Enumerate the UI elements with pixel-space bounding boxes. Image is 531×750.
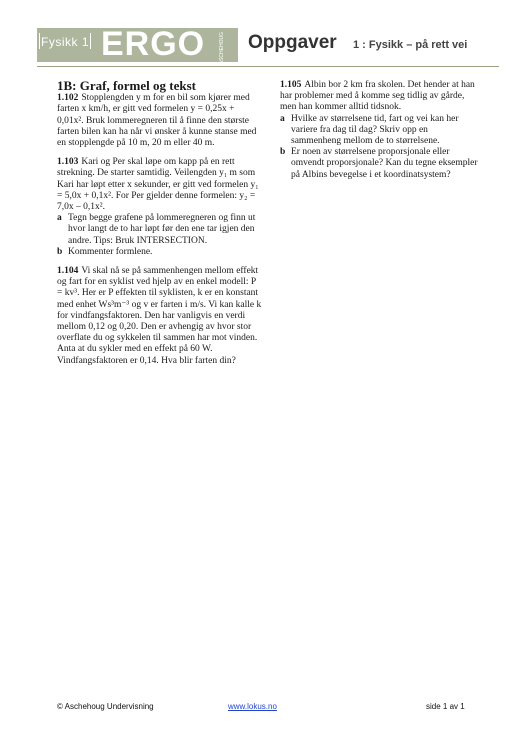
- task-number: 1.104: [57, 266, 79, 277]
- task-number: 1.105: [280, 80, 302, 90]
- task-number: 1.102: [57, 93, 79, 104]
- subtask-label: a: [57, 213, 62, 224]
- brand-name: ERGO: [101, 25, 206, 63]
- task-1-103: [57, 157, 262, 258]
- task-text: Albin bor 2 km fra skolen. Det hender at han har problemer med å komme seg tidlig av gårde, men han kommer alltid tidsnok.: [280, 80, 475, 113]
- subtask-b: [57, 247, 262, 258]
- task-number: 1.103: [57, 157, 79, 168]
- subtask-text: Hvilke av størrelsene tid, fart og vei kan her variere fra dag til dag? Skriv opp en sammenheng mellom de to størrelsene.: [291, 113, 459, 147]
- task-1-102: [57, 93, 262, 149]
- subtask-label: a: [280, 113, 285, 124]
- subtask-b: [280, 147, 480, 181]
- right-column: [280, 80, 480, 189]
- task-text: Vi skal nå se på sammenhengen mellom effekt og fart for en syklist ved hjelp av en enkel modell: P = kv³. Her er P effekten til syklisten, k er en konstant med enhet Ws³m⁻³ og v er farten i m/s. Vi kan kalle k for vindfangsfaktoren. Den har vanligvis en verdi mellom 0,12 og 0,20. Den er avhengig av hvor stor overflate du og sykkelen til sammen har mot vinden. Anta at du sykler med en effekt på 60 W. Vindfangsfaktoren er 0,14. Hva blir farten din?: [57, 266, 262, 366]
- subtask-a: [57, 213, 262, 247]
- section-title: 1B: Graf, formel og tekst: [57, 78, 196, 93]
- footer-page-number: side 1 av 1: [426, 702, 465, 711]
- subtask-a: [280, 114, 480, 148]
- footer-copyright: © Aschehoug Undervisning: [57, 702, 154, 711]
- subtask-label: b: [280, 147, 286, 158]
- chapter-subtitle: 1 : Fysikk – på rett vei: [353, 39, 468, 51]
- task-1-105: [280, 80, 480, 181]
- subtask-text: Kommenter formlene.: [68, 246, 153, 257]
- footer-link[interactable]: www.lokus.no: [228, 702, 277, 711]
- left-column: [57, 80, 262, 375]
- task-text: Stopplengden y m for en bil som kjører med farten x km/h, er gitt ved formelen y = 0,25x + 0,01x². Bruk lommeregneren til å finne den største farten bilen kan ha når vi ønsker å kunne stanse med en stopplengde på 10 m, 20 m eller 40 m.: [57, 93, 257, 149]
- page-title: Oppgaver: [248, 32, 337, 53]
- page-header: [37, 25, 499, 72]
- publisher-mark: ASCHEHOUG: [219, 32, 225, 65]
- subtask-text: Tegn begge grafene på lommeregneren og finn ut hvor langt de to har løpt før den ene tar igjen den andre. Tips: Bruk INTERSECTION.: [68, 213, 256, 246]
- series-label: Fysikk 1: [41, 35, 90, 49]
- header-divider: [37, 66, 499, 67]
- subtask-text: Er noen av størrelsene proporsjonale eller omvendt proporsjonale? Kan du tegne eksempler på Albins bevegelse i et koordinatsystem?: [291, 147, 478, 180]
- task-text: Kari og Per skal løpe om kapp på en rett strekning. De starter samtidig. Veilengden y₁ m som Kari har løpt etter x sekunder, er gitt ved formelen y₁ = 5,0x + 0,1x². For Per gjelder denne formelen: y₂ = 7,0x – 0,1x².: [57, 157, 259, 213]
- brand-logo: [37, 25, 238, 65]
- subtask-label: b: [57, 246, 63, 257]
- task-1-104: [57, 266, 262, 367]
